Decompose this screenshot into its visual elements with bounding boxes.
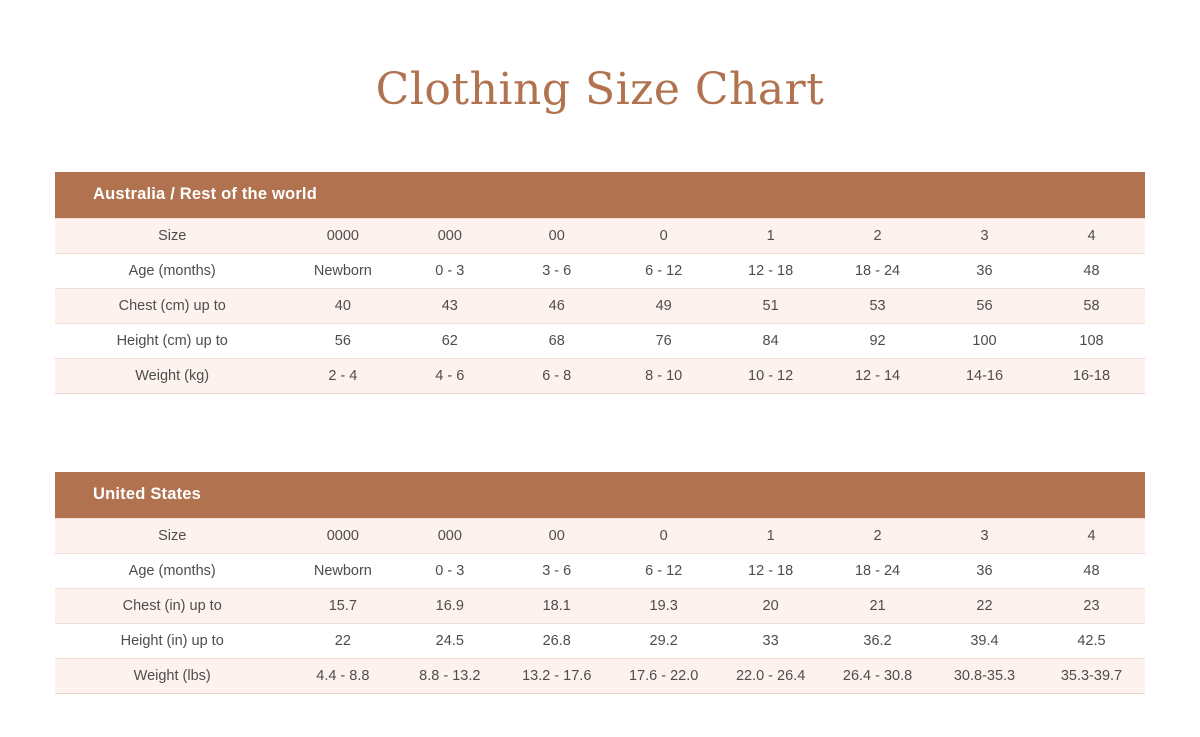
table-cell: 4.4 - 8.8 — [289, 658, 396, 693]
table-cell: 108 — [1038, 323, 1145, 358]
table-cell: 0000 — [289, 518, 396, 553]
table-cell: 16.9 — [396, 588, 503, 623]
table-cell: 18 - 24 — [824, 553, 931, 588]
table-cell: 6 - 12 — [610, 253, 717, 288]
size-table-united-states — [55, 472, 1145, 694]
table-cell: 00 — [503, 518, 610, 553]
table-cell: 30.8-35.3 — [931, 658, 1038, 693]
table-cell: 39.4 — [931, 623, 1038, 658]
table-cell: 0 - 3 — [396, 253, 503, 288]
size-table-australia-block — [55, 172, 1145, 394]
row-label: Chest (in) up to — [55, 588, 289, 623]
table-cell: 2 - 4 — [289, 358, 396, 393]
table-row — [55, 323, 1145, 358]
table-cell: 53 — [824, 288, 931, 323]
table-cell: 3 — [931, 518, 1038, 553]
table-cell: 42.5 — [1038, 623, 1145, 658]
table-row — [55, 288, 1145, 323]
table-row — [55, 518, 1145, 553]
table-row — [55, 218, 1145, 253]
table-cell: 4 — [1038, 218, 1145, 253]
row-label: Size — [55, 518, 289, 553]
table-cell: 56 — [289, 323, 396, 358]
table-cell: 33 — [717, 623, 824, 658]
table-cell: 16-18 — [1038, 358, 1145, 393]
table-band-label: United States — [55, 472, 1145, 519]
table-cell: 92 — [824, 323, 931, 358]
table-cell: 35.3-39.7 — [1038, 658, 1145, 693]
row-label: Age (months) — [55, 253, 289, 288]
table-row — [55, 588, 1145, 623]
table-cell: 6 - 12 — [610, 553, 717, 588]
table-row — [55, 553, 1145, 588]
table-cell: 0 — [610, 218, 717, 253]
table-cell: 56 — [931, 288, 1038, 323]
row-label: Weight (lbs) — [55, 658, 289, 693]
table-cell: 20 — [717, 588, 824, 623]
table-cell: 0 — [610, 518, 717, 553]
table-cell: 12 - 18 — [717, 553, 824, 588]
table-cell: 36 — [931, 253, 1038, 288]
table-cell: 17.6 - 22.0 — [610, 658, 717, 693]
table-cell: 12 - 18 — [717, 253, 824, 288]
table-cell: 3 - 6 — [503, 253, 610, 288]
table-cell: 49 — [610, 288, 717, 323]
table-body — [55, 472, 1145, 694]
table-cell: 000 — [396, 218, 503, 253]
page-title: Clothing Size Chart — [375, 64, 825, 115]
table-cell: 18.1 — [503, 588, 610, 623]
table-cell: 00 — [503, 218, 610, 253]
row-label: Age (months) — [55, 553, 289, 588]
table-cell: 84 — [717, 323, 824, 358]
table-cell: 8 - 10 — [610, 358, 717, 393]
row-label: Size — [55, 218, 289, 253]
table-body — [55, 172, 1145, 394]
table-cell: 10 - 12 — [717, 358, 824, 393]
row-label: Weight (kg) — [55, 358, 289, 393]
table-cell: 2 — [824, 218, 931, 253]
table-cell: 3 — [931, 218, 1038, 253]
table-cell: 12 - 14 — [824, 358, 931, 393]
row-label: Chest (cm) up to — [55, 288, 289, 323]
table-cell: 2 — [824, 518, 931, 553]
table-cell: 4 - 6 — [396, 358, 503, 393]
table-cell: 000 — [396, 518, 503, 553]
table-cell: Newborn — [289, 253, 396, 288]
table-cell: 0000 — [289, 218, 396, 253]
table-cell: 68 — [503, 323, 610, 358]
table-cell: 4 — [1038, 518, 1145, 553]
table-cell: 46 — [503, 288, 610, 323]
table-cell: 6 - 8 — [503, 358, 610, 393]
table-cell: 22.0 - 26.4 — [717, 658, 824, 693]
table-header-band — [55, 172, 1145, 219]
table-cell: 8.8 - 13.2 — [396, 658, 503, 693]
table-cell: 62 — [396, 323, 503, 358]
table-band-label: Australia / Rest of the world — [55, 172, 1145, 219]
size-table-australia — [55, 172, 1145, 394]
table-cell: 0 - 3 — [396, 553, 503, 588]
table-cell: 26.4 - 30.8 — [824, 658, 931, 693]
table-cell: 3 - 6 — [503, 553, 610, 588]
table-cell: 43 — [396, 288, 503, 323]
table-cell: 19.3 — [610, 588, 717, 623]
table-row — [55, 658, 1145, 693]
table-row — [55, 623, 1145, 658]
table-cell: Newborn — [289, 553, 396, 588]
row-label: Height (in) up to — [55, 623, 289, 658]
row-label: Height (cm) up to — [55, 323, 289, 358]
table-cell: 23 — [1038, 588, 1145, 623]
table-cell: 22 — [931, 588, 1038, 623]
table-cell: 1 — [717, 218, 824, 253]
table-cell: 29.2 — [610, 623, 717, 658]
table-cell: 48 — [1038, 553, 1145, 588]
table-cell: 76 — [610, 323, 717, 358]
table-header-band — [55, 472, 1145, 519]
table-cell: 13.2 - 17.6 — [503, 658, 610, 693]
table-cell: 1 — [717, 518, 824, 553]
table-cell: 48 — [1038, 253, 1145, 288]
table-cell: 58 — [1038, 288, 1145, 323]
table-cell: 24.5 — [396, 623, 503, 658]
table-row — [55, 253, 1145, 288]
table-cell: 36 — [931, 553, 1038, 588]
table-cell: 40 — [289, 288, 396, 323]
table-cell: 100 — [931, 323, 1038, 358]
table-row — [55, 358, 1145, 393]
table-cell: 18 - 24 — [824, 253, 931, 288]
size-table-united-states-block — [55, 472, 1145, 694]
table-cell: 36.2 — [824, 623, 931, 658]
table-cell: 26.8 — [503, 623, 610, 658]
table-cell: 15.7 — [289, 588, 396, 623]
table-cell: 51 — [717, 288, 824, 323]
table-cell: 22 — [289, 623, 396, 658]
table-cell: 14-16 — [931, 358, 1038, 393]
table-cell: 21 — [824, 588, 931, 623]
